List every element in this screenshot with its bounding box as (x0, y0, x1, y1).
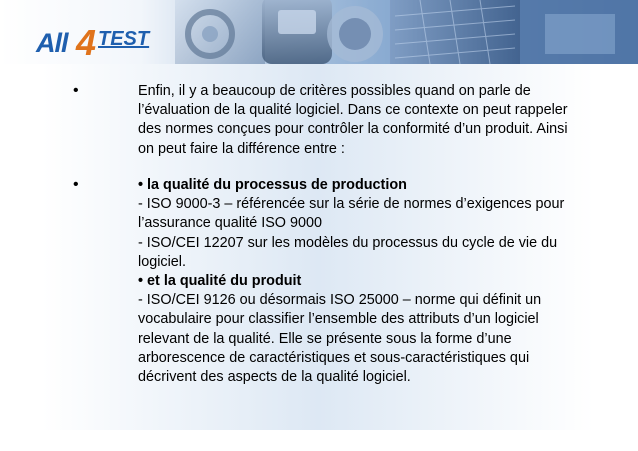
text-line: décrivent des aspects de la qualité logiciel. (138, 369, 411, 386)
text-line: relevant de la qualité. Elle se présente sous la forme d’une (138, 330, 512, 347)
text-line: arborescence de caractéristiques et sous-caractéristiques qui (138, 349, 530, 366)
text-line-heading: • la qualité du processus de production (138, 177, 407, 193)
text-line: - ISO/CEI 9126 ou désormais ISO 25000 – norme qui définit un (138, 292, 542, 309)
bullet-marker: • (73, 176, 79, 193)
text-line: des normes conçues pour contrôler la conformité d’un produit. Ainsi (138, 121, 568, 138)
bullet-2-text (138, 176, 598, 387)
logo-text-all: All (36, 28, 68, 58)
bullet-marker: • (73, 82, 79, 99)
logo-text-test: TEST (98, 28, 150, 50)
text-line: vocabulaire pour classifier l’ensemble des attributs d’un logiciel (138, 311, 539, 328)
logo-text-4: 4 (76, 22, 97, 63)
text-line: Enfin, il y a beaucoup de critères possibles quand on parle de (138, 83, 531, 99)
text-line: - ISO/CEI 12207 sur les modèles du processus du cycle de vie du (138, 234, 558, 251)
text-line: l’assurance qualité ISO 9000 (138, 215, 322, 232)
text-line: - ISO 9000-3 – référencée sur la série de normes d’exigences pour (138, 196, 565, 213)
text-line: on peut faire la différence entre : (138, 140, 345, 157)
bullet-1-text (138, 82, 598, 159)
text-line: l’évaluation de la qualité logiciel. Dans ce contexte on peut rappeler (138, 102, 568, 119)
header-banner (0, 0, 638, 64)
text-line: logiciel. (138, 253, 186, 270)
text-line-heading: • et la qualité du produit (138, 273, 302, 290)
